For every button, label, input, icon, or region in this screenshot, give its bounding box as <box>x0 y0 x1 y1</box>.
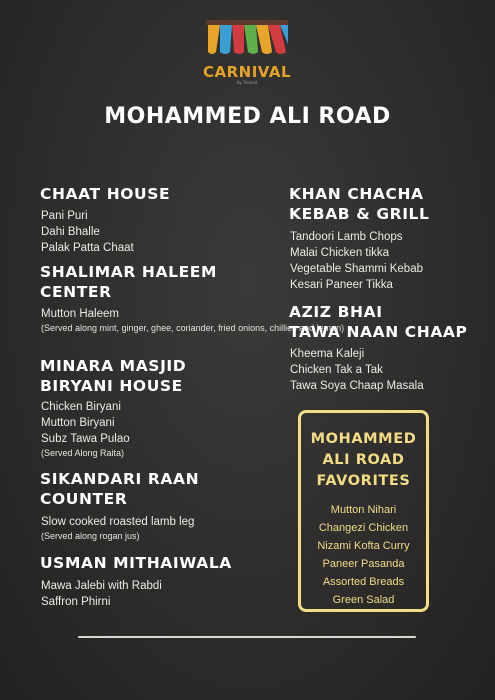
menu-item: Mawa Jalebi with Rabdi <box>41 580 162 592</box>
menu-item: Mutton Haleem <box>41 308 119 320</box>
chalk-divider <box>78 636 416 638</box>
favorite-item: Paneer Pasanda <box>322 558 405 570</box>
section-title-sikandari-raan: SIKANDARI RAAN COUNTER <box>40 470 200 508</box>
section-items-shalimar-haleem <box>41 306 345 335</box>
menu-item: Subz Tawa Pulao <box>41 433 130 445</box>
page-title: MOHAMMED ALI ROAD <box>104 104 391 129</box>
section-title-usman-mithaiwala: USMAN MITHAIWALA <box>40 554 232 572</box>
menu-item: Tandoori Lamb Chops <box>290 231 403 243</box>
favorites-list <box>301 501 426 609</box>
menu-item: Chicken Tak a Tak <box>290 364 383 376</box>
menu-note: (Served along mint, ginger, ghee, coriander, fried onions, chillies and lemon) <box>41 323 345 333</box>
section-title-aziz-bhai: AZIZ BHAI TAWA NAAN CHAAP <box>289 303 468 341</box>
favorite-item: Assorted Breads <box>322 576 405 588</box>
section-title-shalimar-haleem: SHALIMAR HALEEM CENTER <box>40 263 217 301</box>
carnival-logo <box>202 14 292 86</box>
section-items-usman-mithaiwala <box>41 578 162 610</box>
section-title-khan-chacha: KHAN CHACHA KEBAB & GRILL <box>289 185 430 223</box>
menu-item: Tawa Soya Chaap Masala <box>290 380 424 392</box>
favorites-box <box>298 410 429 612</box>
menu-item: Vegetable Shammi Kebab <box>290 263 423 275</box>
menu-note: (Served along rogan jus) <box>41 531 140 541</box>
favorite-item: Nizami Kofta Curry <box>317 540 410 552</box>
menu-item: Pani Puri <box>41 210 88 222</box>
section-items-sikandari-raan <box>41 514 194 543</box>
section-items-chaat-house <box>41 208 134 256</box>
menu-item: Kheema Kaleji <box>290 348 365 360</box>
logo-tagline: by Tresind <box>236 80 258 85</box>
menu-item: Malai Chicken tikka <box>290 247 390 259</box>
menu-item: Kesari Paneer Tikka <box>290 279 393 291</box>
menu-note: (Served Along Raita) <box>41 448 125 458</box>
menu-item: Chicken Biryani <box>41 401 121 413</box>
favorite-item: Changezi Chicken <box>318 522 409 534</box>
menu-item: Slow cooked roasted lamb leg <box>41 516 195 528</box>
section-items-minara-masjid <box>41 399 130 460</box>
carnival-awning-icon <box>202 14 292 64</box>
menu-item: Mutton Biryani <box>41 417 115 429</box>
menu-item: Palak Patta Chaat <box>41 242 134 254</box>
section-title-chaat-house: CHAAT HOUSE <box>40 185 171 203</box>
favorite-item: Mutton Nihari <box>330 504 397 516</box>
favorites-title: MOHAMMED ALI ROAD FAVORITES <box>310 431 417 489</box>
section-items-khan-chacha <box>290 229 423 293</box>
logo-wordmark: CARNIVAL <box>202 63 292 81</box>
section-items-aziz-bhai <box>290 346 424 394</box>
menu-item: Dahi Bhalle <box>41 226 100 238</box>
section-title-minara-masjid: MINARA MASJID BIRYANI HOUSE <box>40 357 187 395</box>
menu-item: Saffron Phirni <box>41 596 111 608</box>
favorite-item: Green Salad <box>332 594 395 606</box>
